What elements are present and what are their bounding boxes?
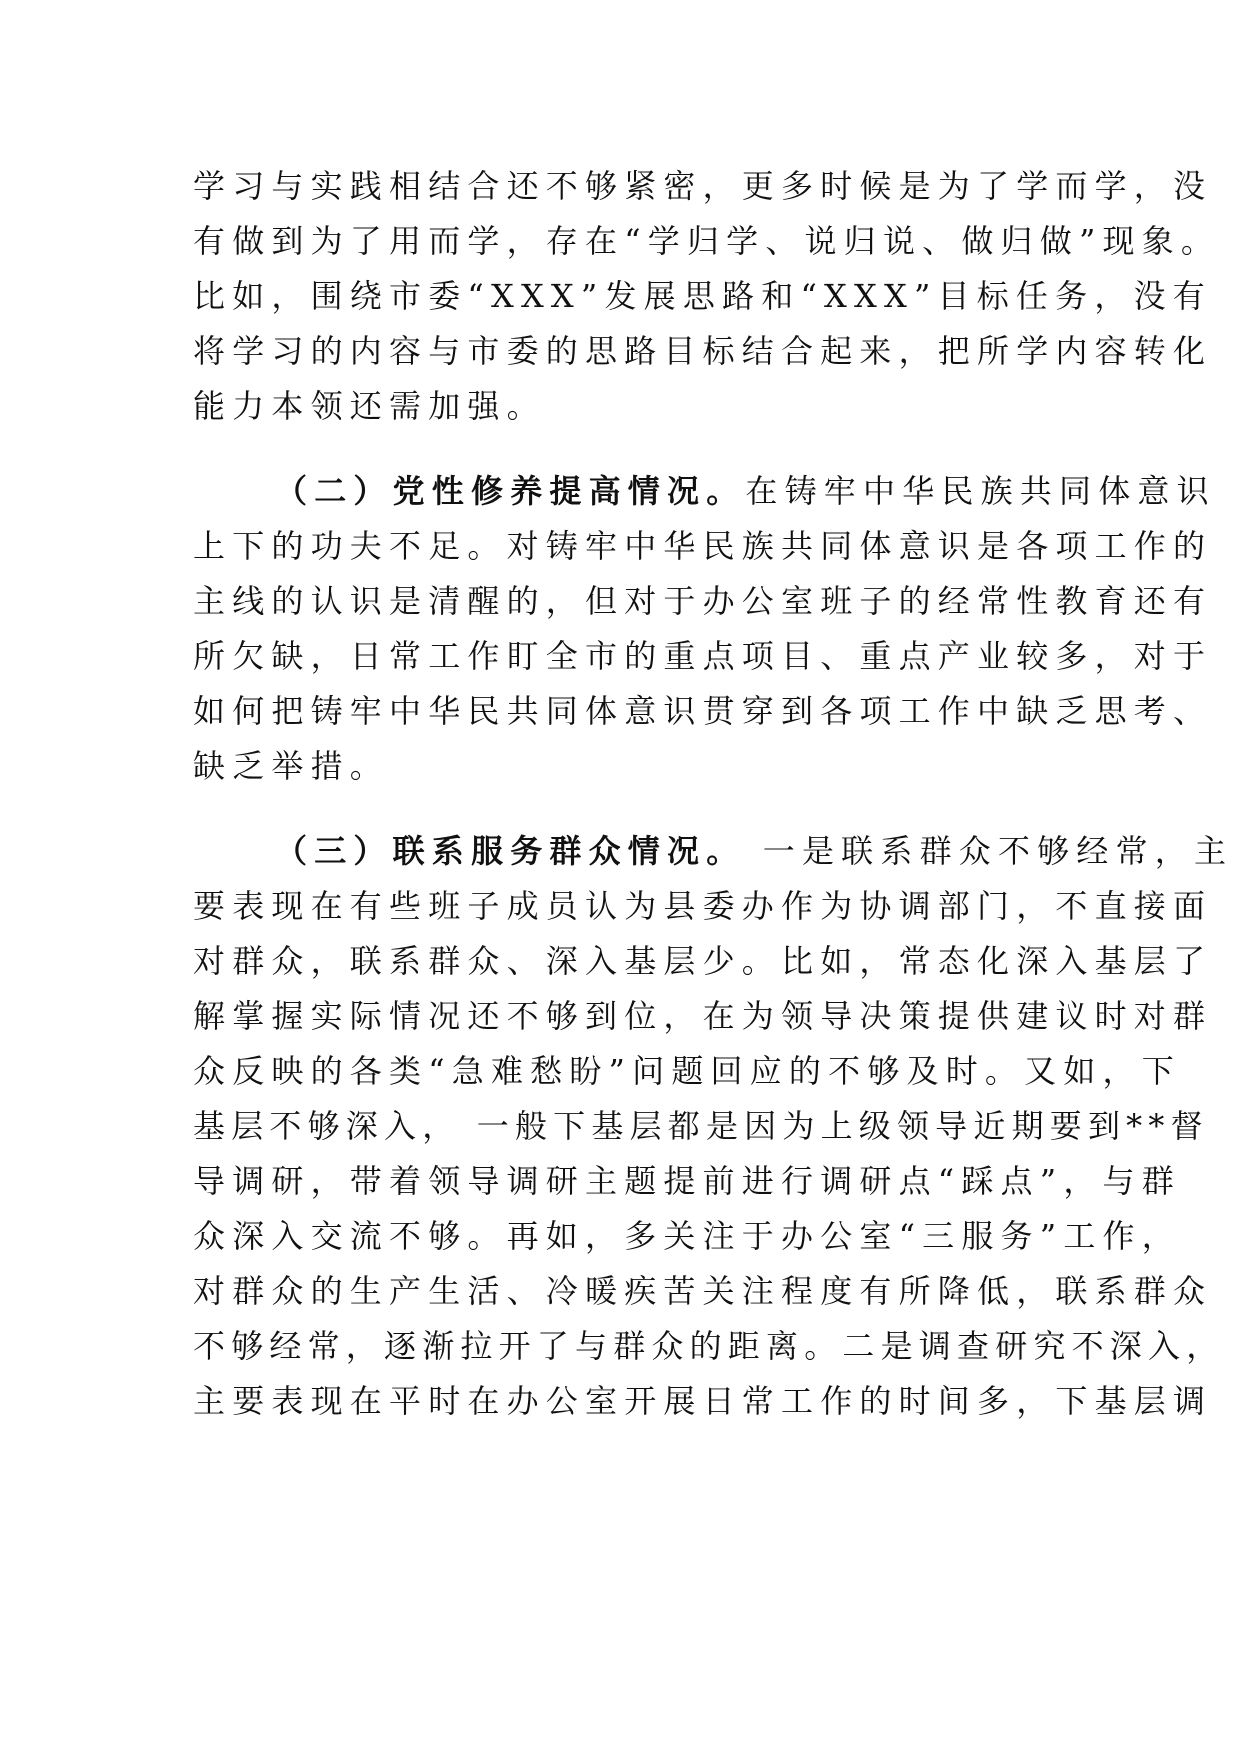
paragraph-serve-masses [193,824,1234,1429]
text-run: 一是联系群众不够经常，主 [745,832,1234,870]
text-line: 学习与实践相结合还不够紧密，更多时候是为了学而学，没 [193,167,1213,205]
text-line: 要表现在有些班子成员认为县委办作为协调部门，不直接面 [193,887,1213,925]
text-line: 对群众，联系群众、深入基层少。比如，常态化深入基层了 [193,942,1213,980]
text-line: 导调研，带着领导调研主题提前进行调研点“踩点”，与群 [193,1162,1181,1200]
text-line: 如何把铸牢中华民共同体意识贯穿到各项工作中缺乏思考、 [193,692,1213,730]
text-line: 缺乏举措。 [193,747,390,785]
text-line: 主线的认识是清醒的，但对于办公室班子的经常性教育还有 [193,582,1213,620]
text-line: 所欠缺，日常工作盯全市的重点项目、重点产业较多，对于 [193,637,1213,675]
text-line: 比如，围绕市委“XXX”发展思路和“XXX”目标任务，没有 [193,277,1212,315]
text-run: 在铸牢中华民族共同体意识 [745,472,1216,510]
text-line: 有做到为了用而学，存在“学归学、说归说、做归做”现象。 [193,222,1221,260]
paragraph-first-line [193,824,1234,879]
section-heading: （二）党性修养提高情况。 [275,472,746,510]
document-body [193,159,1234,1429]
paragraph-first-line [193,464,1216,519]
paragraph-study [193,159,1221,434]
paragraph-party-spirit [193,464,1216,794]
text-line: 能力本领还需加强。 [193,387,546,425]
text-line: 基层不够深入， 一般下基层都是因为上级领导近期要到**督 [193,1107,1209,1145]
text-line: 众反映的各类“急难愁盼”问题回应的不够及时。又如，下 [193,1052,1181,1090]
text-line: 将学习的内容与市委的思路目标结合起来，把所学内容转化 [193,332,1213,370]
text-line: 主要表现在平时在办公室开展日常工作的时间多，下基层调 [193,1382,1213,1420]
text-line: 不够经常，逐渐拉开了与群众的距离。二是调查研究不深入， [193,1327,1225,1365]
text-line: 上下的功夫不足。对铸牢中华民族共同体意识是各项工作的 [193,527,1213,565]
text-line: 众深入交流不够。再如，多关注于办公室“三服务”工作， [193,1217,1181,1255]
text-line: 对群众的生产生活、冷暖疾苦关注程度有所降低，联系群众 [193,1272,1213,1310]
section-heading: （三）联系服务群众情况。 [275,832,746,870]
text-line: 解掌握实际情况还不够到位，在为领导决策提供建议时对群 [193,997,1213,1035]
